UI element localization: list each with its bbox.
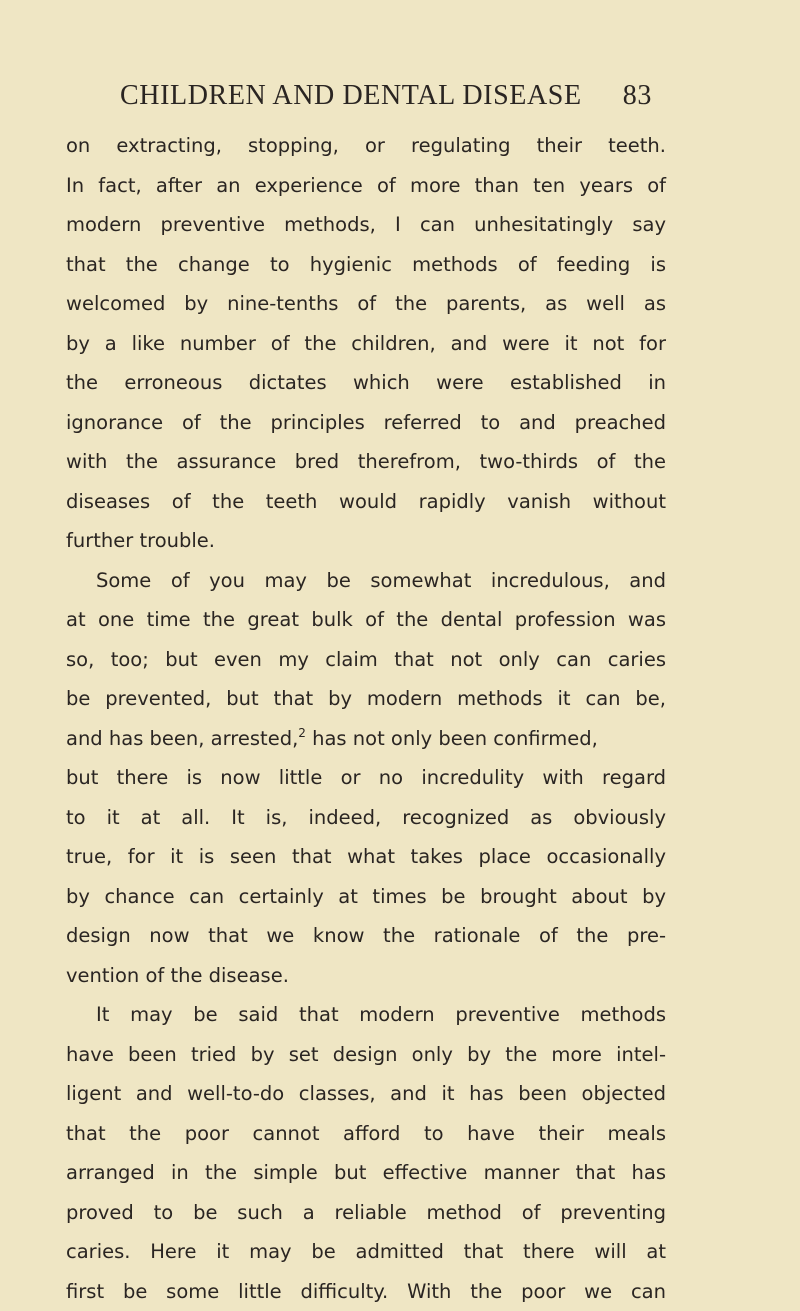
paragraph-start-line: Some of you may be somewhat incredulous, and xyxy=(66,561,666,601)
text-line: further trouble. xyxy=(66,521,666,561)
text-line: caries. Here it may be admitted that there will at xyxy=(66,1232,666,1272)
text-line: by chance can certainly at times be brought about by xyxy=(66,877,666,917)
text-line: but there is now little or no incredulity with regard xyxy=(66,758,666,798)
text-line: on extracting, stopping, or regulating their teeth. xyxy=(66,126,666,166)
text-line: by a like number of the children, and were it not for xyxy=(66,324,666,364)
page-number: 83 xyxy=(623,80,652,112)
running-title: CHILDREN AND DENTAL DISEASE xyxy=(120,80,582,112)
text-line: diseases of the teeth would rapidly vanish without xyxy=(66,482,666,522)
text-line: modern preventive methods, I can unhesitatingly say xyxy=(66,205,666,245)
text-segment: has not only been confirmed, xyxy=(306,727,598,750)
text-line: with the assurance bred therefrom, two-thirds of the xyxy=(66,442,666,482)
text-line: to it at all. It is, indeed, recognized as obviously xyxy=(66,798,666,838)
text-line: that the poor cannot afford to have their meals xyxy=(66,1114,666,1154)
text-line: so, too; but even my claim that not only can caries xyxy=(66,640,666,680)
text-line: ligent and well-to-do classes, and it has been objected xyxy=(66,1074,666,1114)
text-segment: and has been, arrested, xyxy=(66,727,298,750)
text-line: be prevented, but that by modern methods it can be, xyxy=(66,679,666,719)
text-line: arranged in the simple but effective manner that has xyxy=(66,1153,666,1193)
text-line: design now that we know the rationale of the pre- xyxy=(66,916,666,956)
text-line-with-footnote xyxy=(66,719,666,759)
text-line: at one time the great bulk of the dental profession was xyxy=(66,600,666,640)
text-line: vention of the disease. xyxy=(66,956,666,996)
text-line: true, for it is seen that what takes place occasionally xyxy=(66,837,666,877)
running-head xyxy=(120,80,660,122)
text-line: first be some little difficulty. With the poor we can xyxy=(66,1272,666,1311)
footnote-marker[interactable]: 2 xyxy=(298,726,306,740)
text-line: In fact, after an experience of more than ten years of xyxy=(66,166,666,206)
text-line: the erroneous dictates which were established in xyxy=(66,363,666,403)
body-text xyxy=(66,126,666,1311)
text-line: have been tried by set design only by the more intel- xyxy=(66,1035,666,1075)
paragraph-start-line: It may be said that modern preventive methods xyxy=(66,995,666,1035)
text-line: welcomed by nine-tenths of the parents, as well as xyxy=(66,284,666,324)
text-line: ignorance of the principles referred to and preached xyxy=(66,403,666,443)
text-line: that the change to hygienic methods of feeding is xyxy=(66,245,666,285)
text-line: proved to be such a reliable method of preventing xyxy=(66,1193,666,1233)
